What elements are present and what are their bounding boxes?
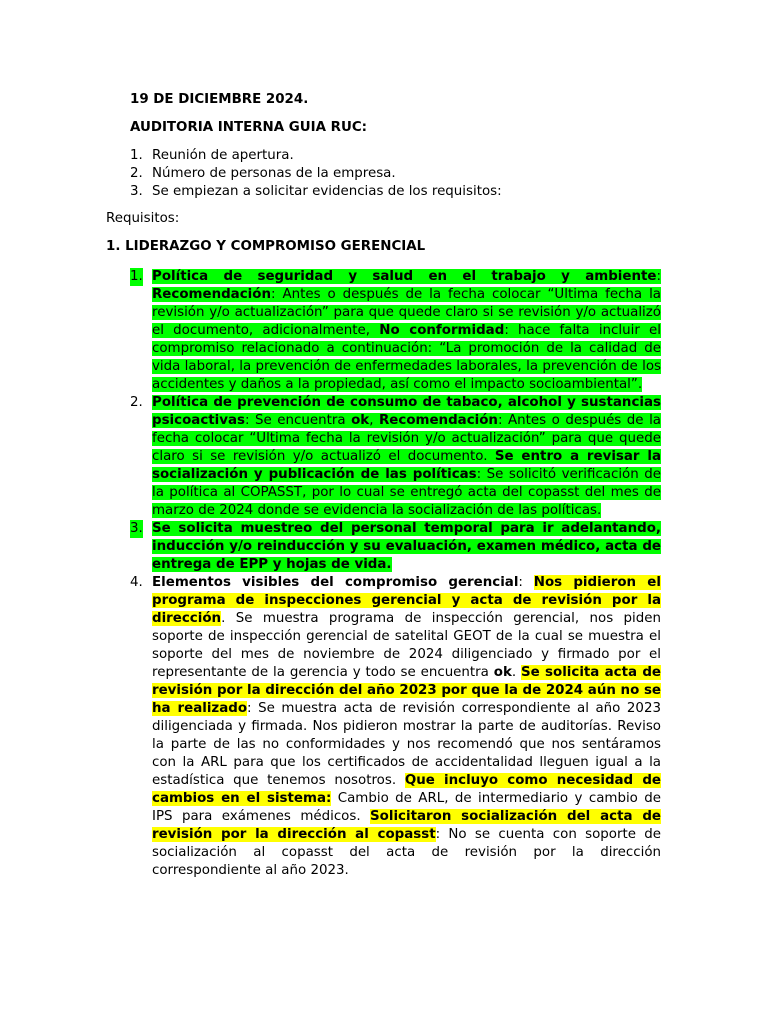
item-text: Cambio de ARL, de intermediario y cambio de IPS para exámenes médicos. [152, 791, 661, 824]
item-label: No conformidad [379, 323, 505, 338]
document-date: 19 DE DICIEMBRE 2024. [130, 92, 309, 107]
item-text: . Se muestra programa de inspección gerencial, nos piden soporte de inspección gerencial de satelital GEOT de la cual se muestra el soporte del mes de noviembre de 2024 diligenciado y firmado por el representante de la gerencia y todo se encuentra [152, 611, 661, 680]
item-text: : Se muestra acta de revisión correspondiente al año 2023 diligenciada y firmada. Nos pidieron mostrar la parte de auditorías. Reviso la parte de las no conformidades y nos recomendó que nos sentáramos con la ARL para que los certificados de accidentalidad lleguen igual a la estadística que tenemos nosotros. [152, 701, 661, 788]
requirement-item-2 [130, 394, 661, 520]
list-item [130, 147, 502, 165]
requirements-list [130, 268, 661, 880]
list-text: Número de personas de la empresa. [152, 166, 396, 181]
requisitos-label: Requisitos: [106, 211, 180, 226]
item-label: ok [351, 413, 370, 428]
list-number: 2. [130, 395, 143, 410]
item-label: Recomendación [152, 287, 271, 302]
item-text: : [518, 575, 534, 590]
item-text: . [511, 665, 522, 680]
item-text: : Antes o después de la fecha colocar “Ultima fecha la revisión y/o actualización” para que quede claro si se revisión y/o actualizó el documento. [152, 413, 662, 464]
list-item [130, 183, 502, 201]
audit-title: AUDITORIA INTERNA GUIA RUC: [130, 120, 368, 135]
item-text: : hace falta incluir el compromiso relacionado a continuación: “La promoción de la calidad de vida laboral, la prevención de enfermedades laborales, la prevención de los accidentes y daños a la propiedad, así como el impacto socioambiental”. [152, 323, 662, 392]
list-item [130, 165, 502, 183]
list-text: Reunión de apertura. [152, 148, 294, 163]
item-title: Política de prevención de consumo de tabaco, alcohol y sustancias psicoactivas [152, 395, 661, 428]
item-text: : Se encuentra [244, 413, 352, 428]
item-highlight: Nos pidieron el programa de inspecciones gerencial y acta de revisión por la dirección [152, 575, 661, 626]
item-title: Elementos visibles del compromiso gerencial [152, 575, 519, 590]
section-heading: 1. LIDERAZGO Y COMPROMISO GERENCIAL [106, 239, 426, 254]
item-text: : Se solicitó verificación de la política al COPASST, por lo cual se entregó acta del copasst del mes de marzo de 2024 donde se evidencia la socialización de las políticas. [152, 467, 661, 518]
item-title: Se solicita muestreo del personal temporal para ir adelantando, inducción y/o reinducción y su evaluación, examen médico, acta de entrega de EPP y hojas de vida. [152, 521, 661, 572]
item-title: Política de seguridad y salud en el trabajo y ambiente [152, 269, 657, 284]
item-highlight: Que incluyo como necesidad de cambios en el sistema: [152, 773, 661, 806]
item-text: : Antes o después de la fecha colocar “Ultima fecha la revisión y/o actualización” para que quede claro si se revisión y/o actualizó el documento, adicionalmente, [152, 287, 661, 338]
list-number: 3. [130, 521, 143, 536]
list-number: 1. [130, 269, 143, 284]
item-text: : [656, 269, 661, 284]
item-text: , [369, 413, 379, 428]
list-number: 2. [130, 166, 143, 181]
list-text: Se empiezan a solicitar evidencias de los requisitos: [152, 184, 502, 199]
item-label: Se entro a revisar la socialización y publicación de las políticas [152, 449, 661, 482]
intro-list [130, 147, 502, 201]
item-highlight: Solicitaron socialización del acta de revisión por la dirección al copasst [152, 809, 661, 842]
item-label: ok [493, 665, 512, 680]
item-label: Recomendación [378, 413, 498, 428]
list-number: 1. [130, 148, 143, 163]
item-text: : No se cuenta con soporte de socialización al copasst del acta de revisión por la dirección correspondiente al año 2023. [152, 827, 661, 878]
requirement-item-4 [130, 574, 661, 880]
list-number: 3. [130, 184, 143, 199]
requirement-item-1 [130, 268, 661, 394]
requirement-item-3 [130, 520, 661, 574]
list-number: 4. [130, 575, 143, 590]
item-highlight: Se solicita acta de revisión por la dirección del año 2023 por que la de 2024 aún no se ha realizado [152, 665, 661, 716]
